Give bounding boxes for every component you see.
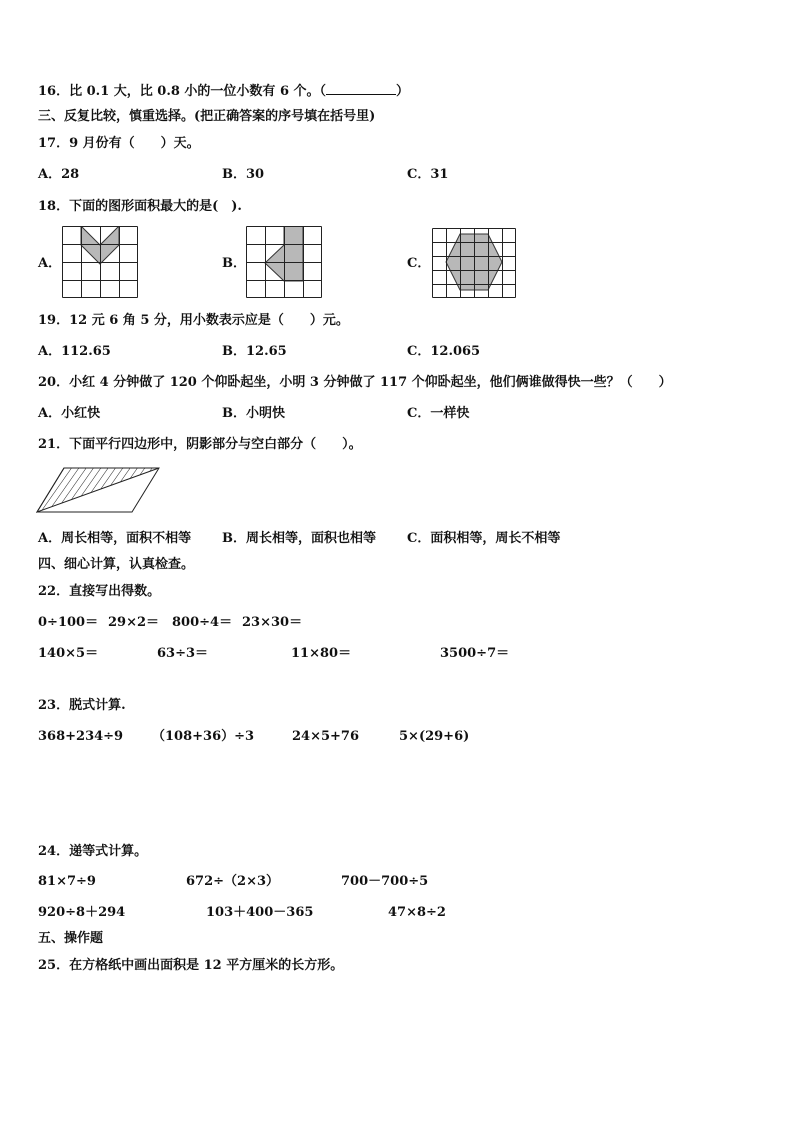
section5-heading: 五、操作题	[38, 931, 104, 946]
q23-stem: 23．脱式计算.	[38, 698, 126, 713]
grid-lines	[247, 227, 322, 298]
q24-item: 672÷（2×3）	[186, 874, 280, 889]
q19-option-b[interactable]: B．12.65	[222, 344, 287, 359]
grid-lines	[433, 229, 516, 298]
q24-item: 47×8÷2	[388, 905, 446, 920]
q19-stem: 19．12 元 6 角 5 分，用小数表示应是（ ）元。	[38, 313, 349, 328]
q21-parallelogram	[36, 466, 160, 514]
q17-option-a[interactable]: A．28	[38, 167, 80, 182]
q16-text: 16．比 0.1 大，比 0.8 小的一位小数有 6 个。（	[38, 84, 327, 99]
q21-option-c[interactable]: C．面积相等，周长不相等	[407, 531, 561, 546]
q20-option-b[interactable]: B．小明快	[222, 406, 285, 421]
q21-option-a[interactable]: A．周长相等，面积不相等	[38, 531, 192, 546]
q22-item: 0÷100＝	[38, 615, 99, 630]
q22-item: 29×2＝	[108, 615, 160, 630]
q18-stem: 18．下面的图形面积最大的是( ).	[38, 199, 242, 214]
q25-stem: 25．在方格纸中画出面积是 12 平方厘米的长方形。	[38, 958, 344, 973]
q22-item: 11×80＝	[291, 646, 352, 661]
shaded-triangle	[37, 468, 159, 512]
q20-option-c[interactable]: C．一样快	[407, 406, 470, 421]
q22-item: 23×30＝	[242, 615, 303, 630]
q18-figure-a	[62, 226, 138, 298]
q18-figure-c	[432, 228, 516, 298]
q19-option-a[interactable]: A．112.65	[38, 344, 111, 359]
q18-figure-b	[246, 226, 322, 298]
q23-item: 24×5+76	[292, 729, 360, 744]
q22-stem: 22．直接写出得数。	[38, 584, 161, 599]
q18-label-a[interactable]: A．	[38, 256, 62, 271]
q23-item: 368+234÷9	[38, 729, 124, 744]
q16-close: ）	[396, 84, 410, 99]
section3-heading: 三、反复比较，慎重选择。(把正确答案的序号填在括号里)	[38, 109, 376, 124]
q24-stem: 24．递等式计算。	[38, 844, 148, 859]
section4-heading: 四、细心计算，认真检查。	[38, 557, 195, 572]
q18-label-c[interactable]: C．	[407, 256, 431, 271]
q17-stem: 17．9 月份有（ ）天。	[38, 136, 200, 151]
q17-option-c[interactable]: C．31	[407, 167, 449, 182]
q24-item: 81×7÷9	[38, 874, 96, 889]
q22-item: 63÷3＝	[157, 646, 209, 661]
q20-stem: 20．小红 4 分钟做了 120 个仰卧起坐，小明 3 分钟做了 117 个仰卧起坐，他们俩谁做得快一些？（ ）	[38, 375, 672, 390]
q17-option-b[interactable]: B．30	[222, 167, 265, 182]
q23-item: （108+36）÷3	[152, 729, 255, 744]
q22-item: 3500÷7＝	[440, 646, 510, 661]
grid-lines	[63, 227, 138, 298]
q24-item: 103＋400－365	[206, 905, 314, 920]
q24-item: 700－700÷5	[341, 874, 429, 889]
q20-option-a[interactable]: A．小红快	[38, 406, 101, 421]
q16-answer-blank[interactable]	[326, 82, 396, 95]
q22-item: 140×5＝	[38, 646, 99, 661]
q21-stem: 21．下面平行四边形中，阴影部分与空白部分（ ）。	[38, 437, 362, 452]
q23-item: 5×(29+6)	[399, 729, 470, 744]
q16	[38, 82, 409, 100]
q18-label-b[interactable]: B．	[222, 256, 246, 271]
q22-item: 800÷4＝	[172, 615, 233, 630]
q24-item: 920÷8＋294	[38, 905, 126, 920]
q19-option-c[interactable]: C．12.065	[407, 344, 481, 359]
q21-option-b[interactable]: B．周长相等，面积也相等	[222, 531, 376, 546]
